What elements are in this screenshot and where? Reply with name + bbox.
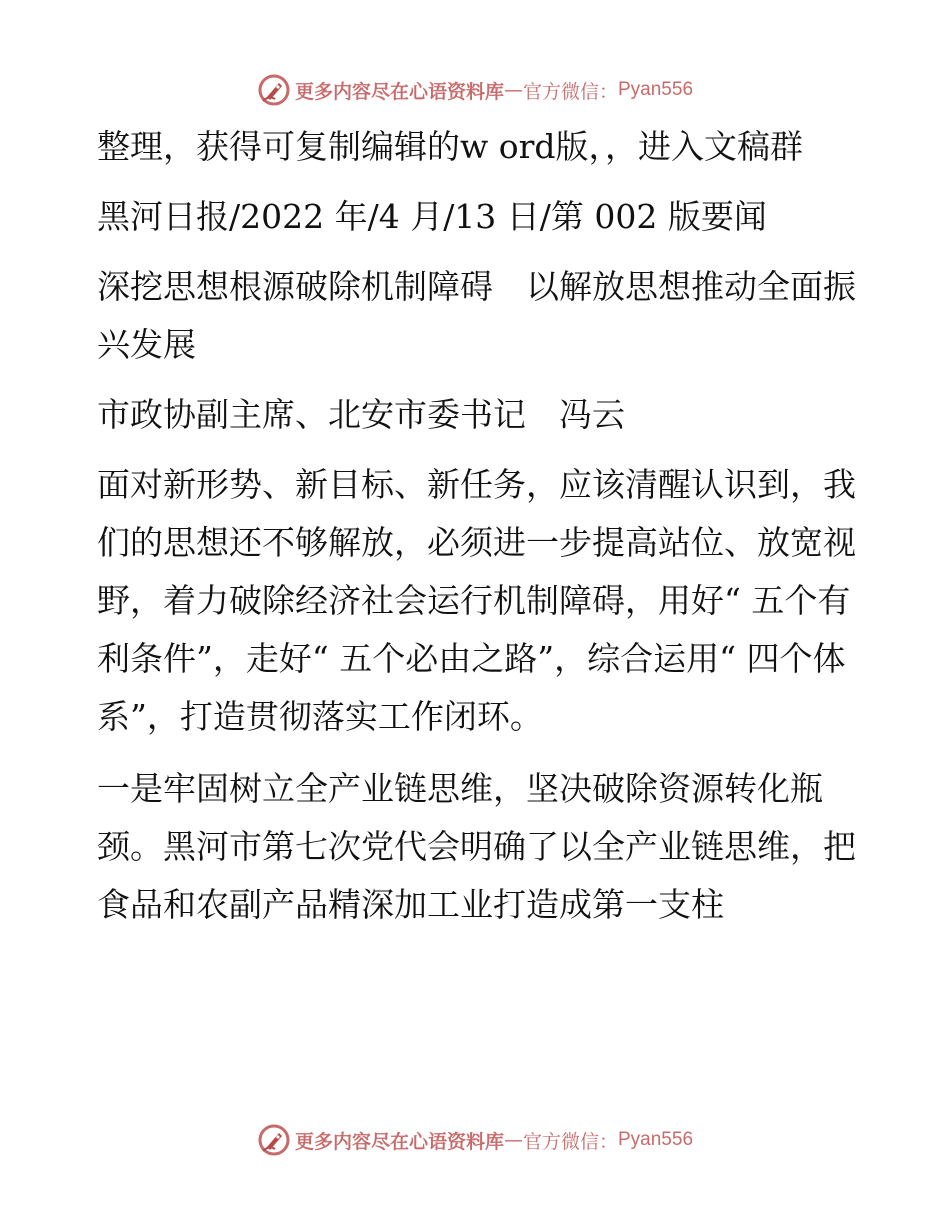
- document-body: [97, 118, 857, 934]
- banner-wechat-id: Pyan556: [618, 79, 694, 100]
- footer-banner: [0, 1120, 950, 1160]
- intro-text: 整理，获得可复制编辑的w ord版，，进入文稿群: [97, 127, 804, 166]
- footer-separator: —: [503, 1129, 523, 1151]
- footer-wechat-id: Pyan556: [618, 1129, 694, 1150]
- footer-title: 更多内容尽在心语资料库: [294, 1130, 504, 1153]
- header-banner: [0, 70, 950, 110]
- footer-wechat-label: 官方微信：: [522, 1130, 618, 1153]
- article-title: 深挖思想根源破除机制障碍 以解放思想推动全面振兴发展: [97, 267, 856, 364]
- banner-title: 更多内容尽在心语资料库: [294, 80, 504, 103]
- banner-wechat-label: 官方微信：: [522, 80, 618, 103]
- source-line: 黑河日报/2022 年/4 月/13 日/第 002 版要闻: [97, 197, 767, 236]
- author-line: 市政协副主席、北安市委书记 冯云: [97, 395, 625, 434]
- pen-nib-circle-icon: [257, 73, 291, 107]
- pen-nib-circle-icon: [257, 1123, 291, 1157]
- paragraph-2: 一是牢固树立全产业链思维，坚决破除资源转化瓶颈。黑河市第七次党代会明确了以全产业链思维，把食品和农副产品精深加工业打造成第一支柱: [97, 769, 856, 924]
- banner-separator: —: [503, 79, 523, 101]
- paragraph-1: 面对新形势、新目标、新任务，应该清醒认识到，我们的思想还不够解放，必须进一步提高站位、放宽视野，着力破除经济社会运行机制障碍，用好“ 五个有利条件”，走好“ 五个必由之路”，综合运用“ 四个体系”，打造贯彻落实工作闭环。: [97, 465, 856, 736]
